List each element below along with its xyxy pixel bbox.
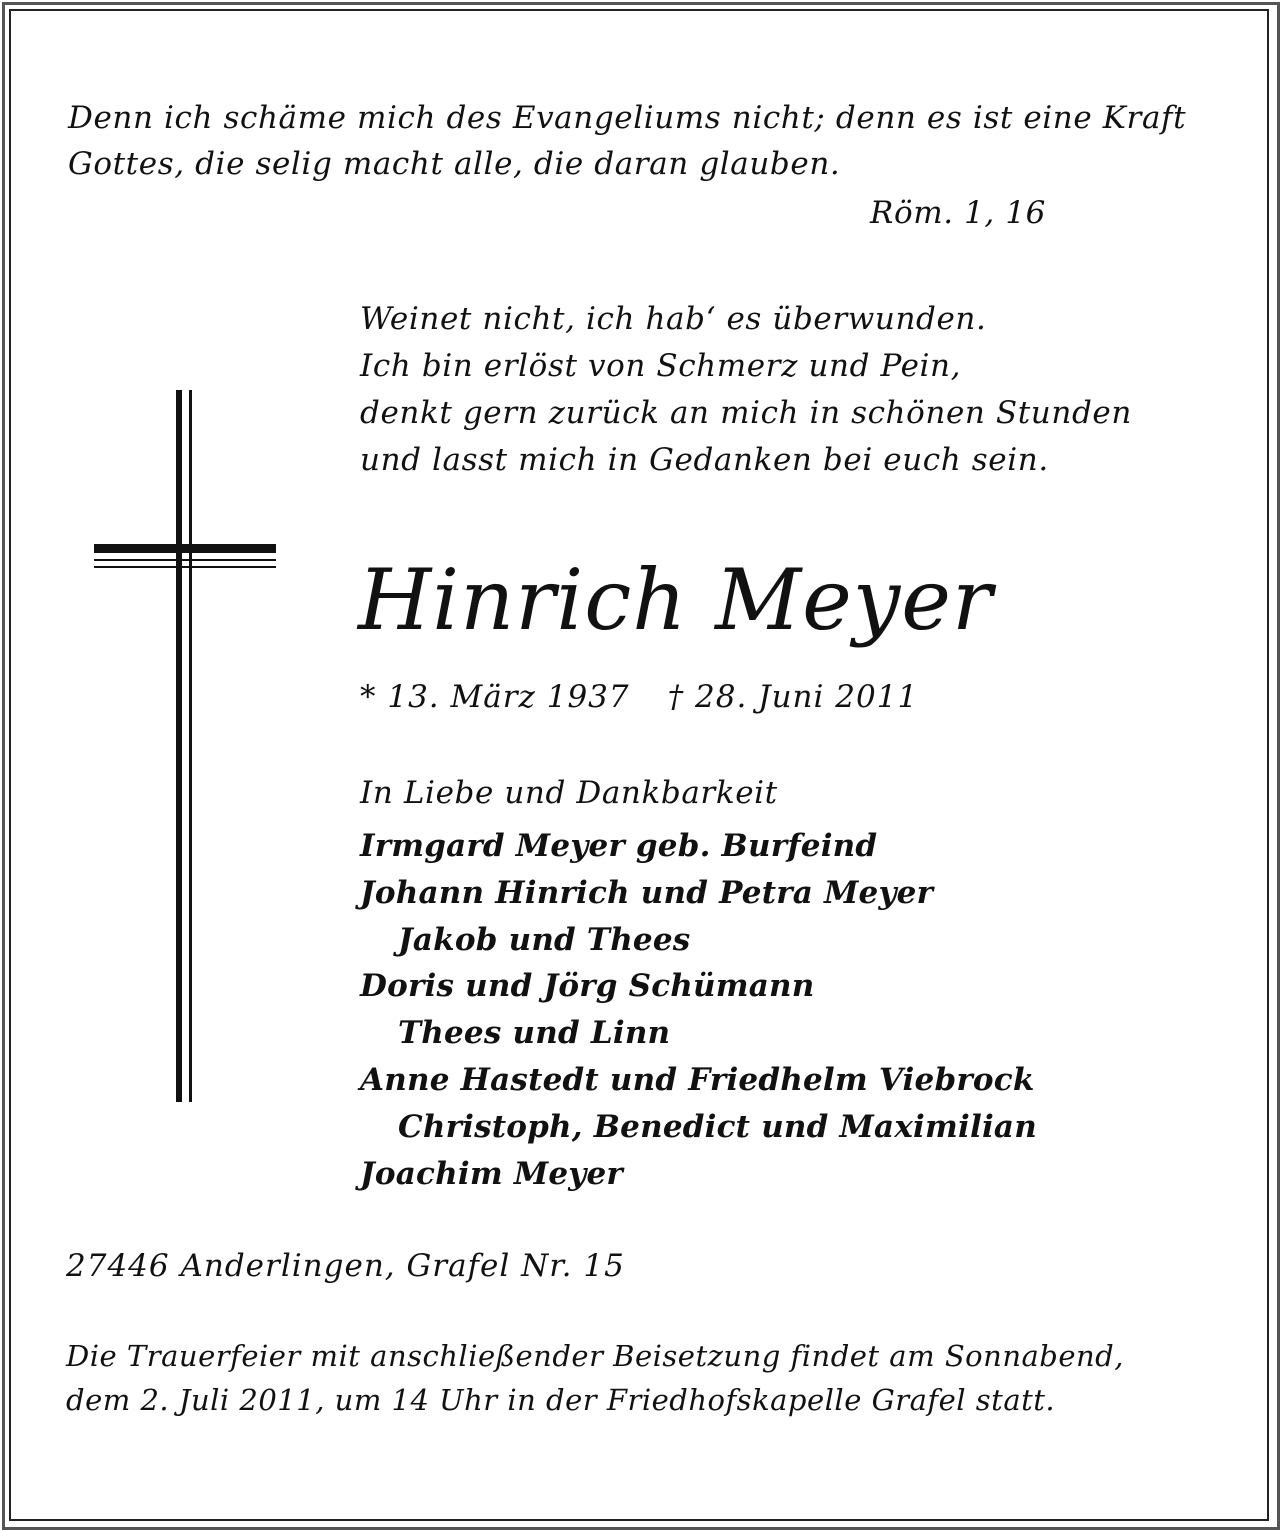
- mourner-name: Christoph, Benedict und Maximilian: [398, 1108, 1037, 1145]
- mourner-name: Doris und Jörg Schümann: [360, 968, 815, 1005]
- scripture-line: Gottes, die selig macht alle, die daran glauben.: [68, 146, 841, 182]
- poem-line: und lasst mich in Gedanken bei euch sein.: [360, 442, 1049, 478]
- life-dates: [360, 674, 918, 720]
- mourner-name: Joachim Meyer: [360, 1155, 623, 1192]
- mourners-intro: In Liebe und Dankbarkeit: [360, 775, 778, 811]
- scripture-verse: [68, 95, 1186, 187]
- poem-line: denkt gern zurück an mich in schönen Stunden: [360, 395, 1132, 431]
- mourner-name: Johann Hinrich und Petra Meyer: [360, 874, 934, 911]
- mourner-name: Thees und Linn: [398, 1015, 671, 1052]
- cross-icon: [90, 390, 280, 1102]
- death-date: † 28. Juni 2011: [667, 679, 919, 715]
- funeral-line: dem 2. Juli 2011, um 14 Uhr in der Friedhofskapelle Grafel statt.: [66, 1383, 1056, 1417]
- mourner-name: Jakob und Thees: [398, 921, 691, 958]
- mourner-name: Anne Hastedt und Friedhelm Viebrock: [360, 1061, 1035, 1098]
- poem-line: Ich bin erlöst von Schmerz und Pein,: [360, 348, 962, 384]
- memorial-poem: [360, 296, 1132, 484]
- funeral-notice: [66, 1334, 1124, 1422]
- poem-line: Weinet nicht, ich hab‘ es überwunden.: [360, 301, 987, 337]
- scripture-line: Denn ich schäme mich des Evangeliums nicht; denn es ist eine Kraft: [68, 100, 1187, 136]
- scripture-reference: Röm. 1, 16: [870, 195, 1046, 231]
- birth-date: * 13. März 1937: [360, 679, 630, 715]
- mourners-list: [360, 823, 1037, 1197]
- mourner-name: Irmgard Meyer geb. Burfeind: [360, 828, 878, 864]
- address: 27446 Anderlingen, Grafel Nr. 15: [66, 1248, 625, 1284]
- funeral-line: Die Trauerfeier mit anschließender Beisetzung findet am Sonnabend,: [66, 1339, 1124, 1373]
- deceased-name: Hinrich Meyer: [358, 551, 994, 649]
